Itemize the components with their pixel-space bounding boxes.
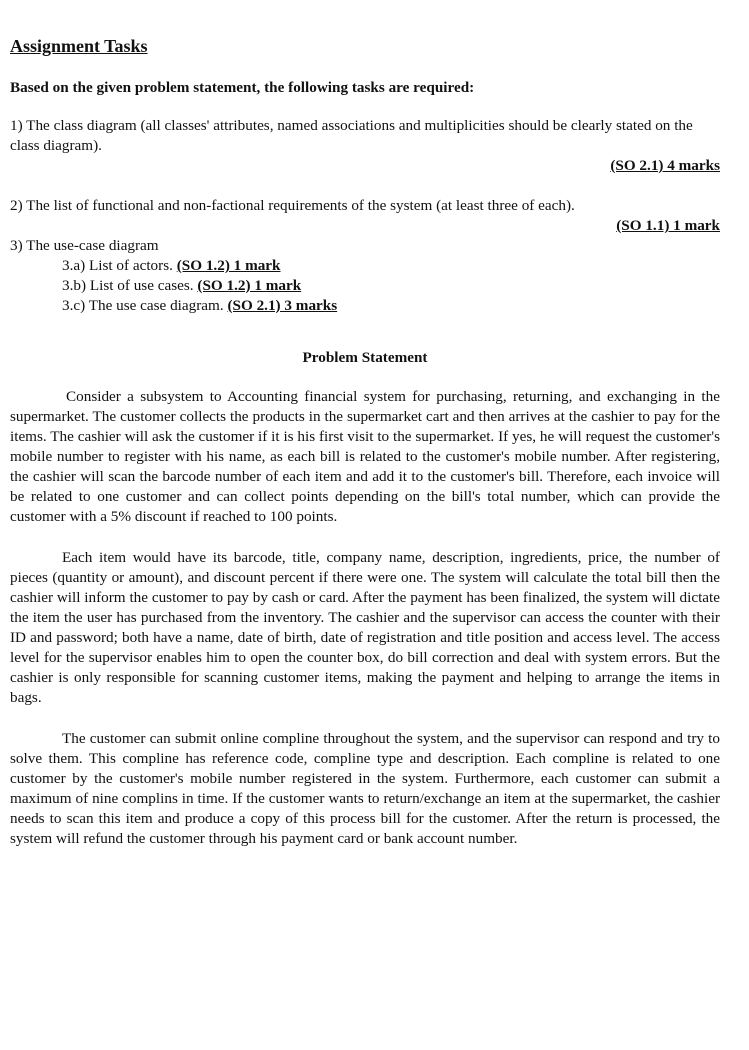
- task-1-text: 1) The class diagram (all classes' attributes, named associations and multiplicities should be clearly stated on the class diagram).: [10, 117, 693, 154]
- task-2-marks: (SO 1.1) 1 mark: [616, 217, 720, 234]
- task-2: [10, 196, 720, 236]
- subtask-3b-label: 3.b) List of use cases.: [62, 277, 194, 294]
- assignment-title: Assignment Tasks: [10, 36, 148, 56]
- task-2-marks-line: [10, 216, 720, 236]
- subtask-3a-label: 3.a) List of actors.: [62, 257, 173, 274]
- subtask-3b: [62, 276, 720, 296]
- subtask-3a: [62, 256, 720, 276]
- subtask-3a-marks: (SO 1.2) 1 mark: [176, 257, 281, 274]
- problem-paragraph-2: Each item would have its barcode, title, company name, description, ingredients, price, the number of pieces (quantity or amount), and discount percent if there were one. The system will calculate the total bill then the cashier will inform the customer to pay by cash or card. After the payment has been finalized, the system will dictate the item the user has purchased from the inventory. The cashier and the supervisor can access the counter with their ID and password; both have a name, date of birth, date of registration and title position and access level. The access level for the supervisor enables him to open the counter box, do bill correction and deal with system errors. But the cashier is only responsible for scanning customer items, making the payment and helping to arrange the items in bags.: [10, 549, 720, 706]
- task-3: [10, 236, 720, 316]
- subtask-3c-marks: (SO 2.1) 3 marks: [227, 297, 338, 314]
- assignment-intro: Based on the given problem statement, the following tasks are required:: [10, 79, 475, 96]
- problem-statement-heading: Problem Statement: [302, 349, 428, 366]
- problem-paragraph-1: Consider a subsystem to Accounting financial system for purchasing, returning, and exchanging in the supermarket. The customer collects the products in the supermarket cart and then arrives at the cashier to pay for the items. The cashier will ask the customer if it is his first visit to the supermarket. If yes, he will request the customer's mobile number to register with his name, as each bill is related to the customer's mobile number. After registering, the cashier will scan the barcode number of each item and add it to the customer's bill. Therefore, each invoice will be related to one customer and can collect points depending on the bill's total number, which can provide the customer with a 5% discount if reached to 100 points.: [10, 388, 720, 525]
- subtask-3c-label: 3.c) The use case diagram.: [62, 297, 224, 314]
- spacer: [10, 708, 720, 729]
- spacer: [10, 527, 720, 548]
- task-1-marks: (SO 2.1) 4 marks: [610, 157, 720, 174]
- task-2-text: 2) The list of functional and non-factional requirements of the system (at least three of each).: [10, 197, 575, 214]
- spacer: [10, 176, 720, 196]
- task-1: [10, 116, 720, 176]
- task-3-text: 3) The use-case diagram: [10, 237, 159, 254]
- document-page: [10, 34, 720, 849]
- problem-paragraph-3: The customer can submit online compline throughout the system, and the supervisor can respond and try to solve them. This compline has reference code, compline type and description. Each compline is related to one customer by the customer's mobile number registered in the system. Furthermore, each customer can submit a maximum of nine complins in time. If the customer wants to return/exchange an item at the supermarket, the cashier needs to scan this item and produce a copy of this process bill for the customer. After the return is processed, the system will refund the customer through his payment card or bank account number.: [10, 730, 720, 847]
- task-1-marks-line: [10, 156, 720, 176]
- subtask-3b-marks: (SO 1.2) 1 mark: [197, 277, 302, 294]
- subtask-3c: [62, 296, 720, 316]
